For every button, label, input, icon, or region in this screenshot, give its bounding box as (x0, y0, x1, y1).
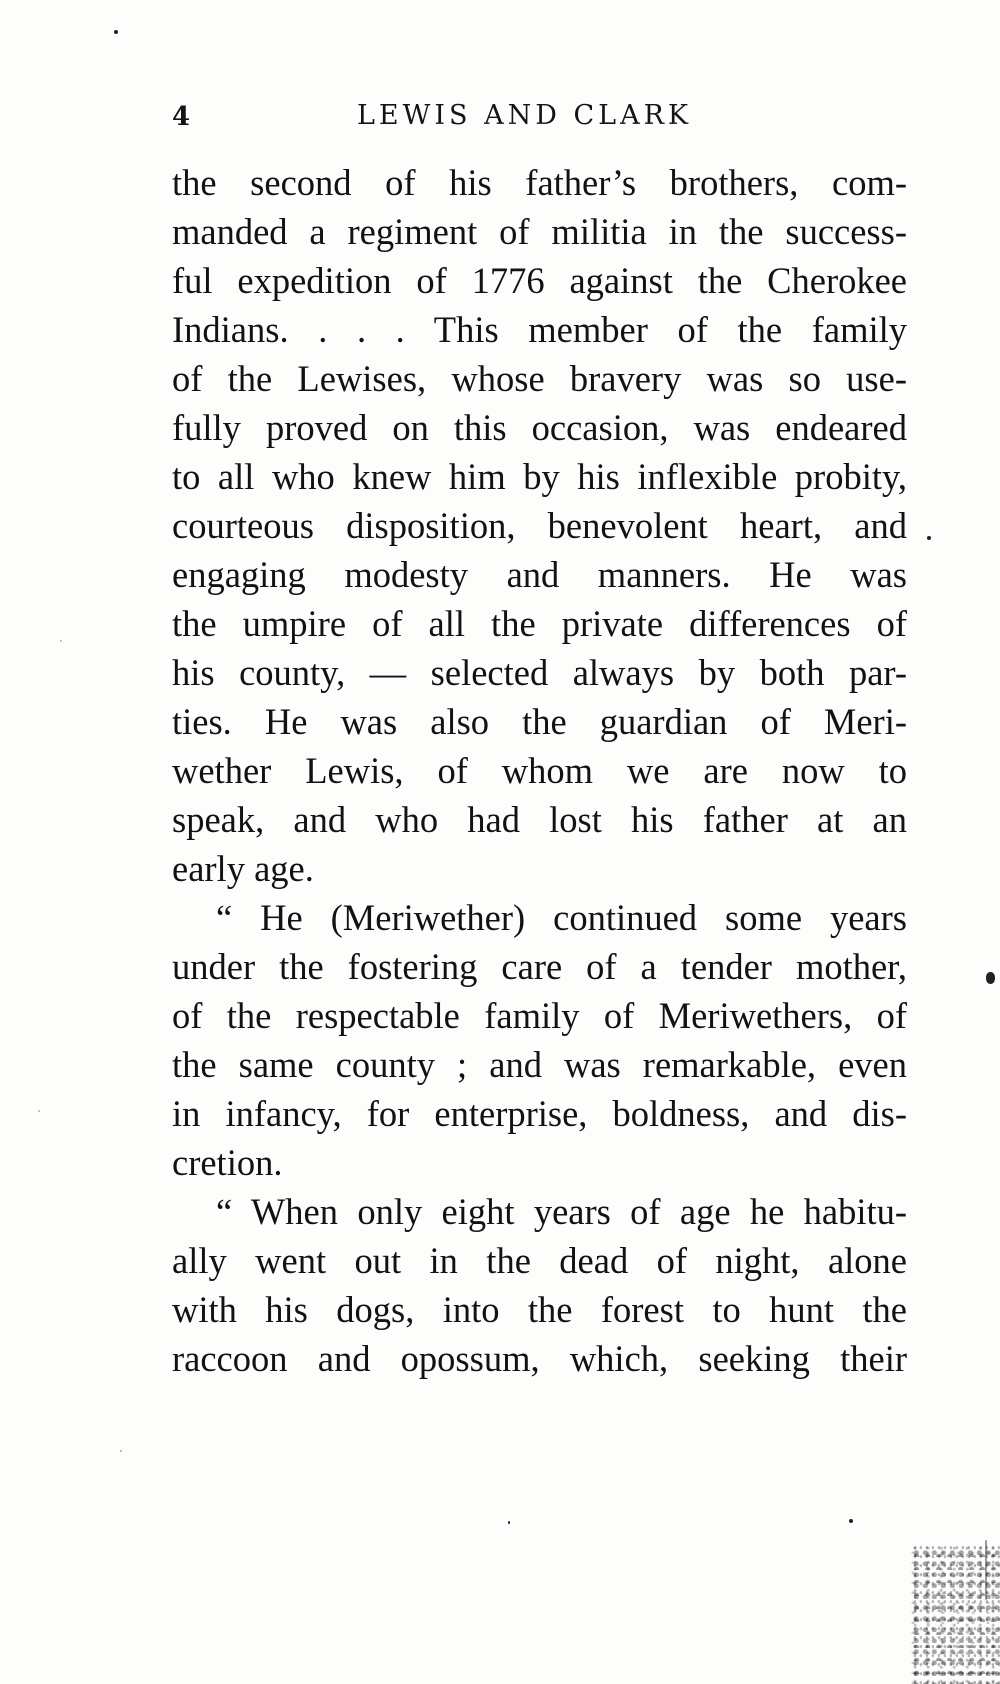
text-line: “ He (Meriwether) continued some years (216, 897, 907, 938)
scan-speck (114, 30, 118, 34)
text-line: fully proved on this occasion, was endeared (172, 407, 907, 448)
text-line: Indians. . . . This member of the family (172, 309, 907, 350)
text-line: early age. (172, 848, 314, 889)
text-line: the same county ; and was remarkable, even (172, 1044, 907, 1085)
scan-speck (927, 536, 931, 540)
text-line: with his dogs, into the forest to hunt the (172, 1289, 907, 1330)
page-number: 4 (172, 102, 191, 132)
scan-speck (60, 640, 62, 642)
text-line: wether Lewis, of whom we are now to (172, 750, 907, 791)
scan-edge-noise (910, 1544, 1000, 1684)
scan-speck (38, 1110, 40, 1112)
page-header (172, 100, 912, 144)
scan-speck (986, 972, 995, 984)
text-line: to all who knew him by his inflexible probity, (172, 456, 907, 497)
text-line: manded a regiment of militia in the success- (172, 211, 907, 252)
scan-speck (849, 1519, 853, 1523)
text-line: ful expedition of 1776 against the Cherokee (172, 260, 907, 301)
text-line: speak, and who had lost his father at an (172, 799, 907, 840)
running-title: LEWIS AND CLARK (357, 100, 693, 131)
text-line: ties. He was also the guardian of Meri- (172, 701, 907, 742)
text-line: under the fostering care of a tender mother, (172, 946, 907, 987)
scan-speck (120, 1450, 122, 1452)
scan-speck (508, 1521, 510, 1524)
text-line: raccoon and opossum, which, seeking their (172, 1338, 907, 1379)
text-line: engaging modesty and manners. He was (172, 554, 907, 595)
text-line: cretion. (172, 1142, 283, 1183)
text-line: “ When only eight years of age he habitu- (216, 1191, 907, 1232)
text-line: his county, — selected always by both par- (172, 652, 907, 693)
text-line: of the Lewises, whose bravery was so use- (172, 358, 907, 399)
text-line: courteous disposition, benevolent heart, and (172, 505, 907, 546)
body-text (172, 158, 907, 1383)
text-line: the second of his father’s brothers, com- (172, 162, 907, 203)
text-line: ally went out in the dead of night, alone (172, 1240, 907, 1281)
text-line: in infancy, for enterprise, boldness, and dis- (172, 1093, 907, 1134)
text-line: of the respectable family of Meriwethers, of (172, 995, 907, 1036)
text-line: the umpire of all the private differences of (172, 603, 907, 644)
